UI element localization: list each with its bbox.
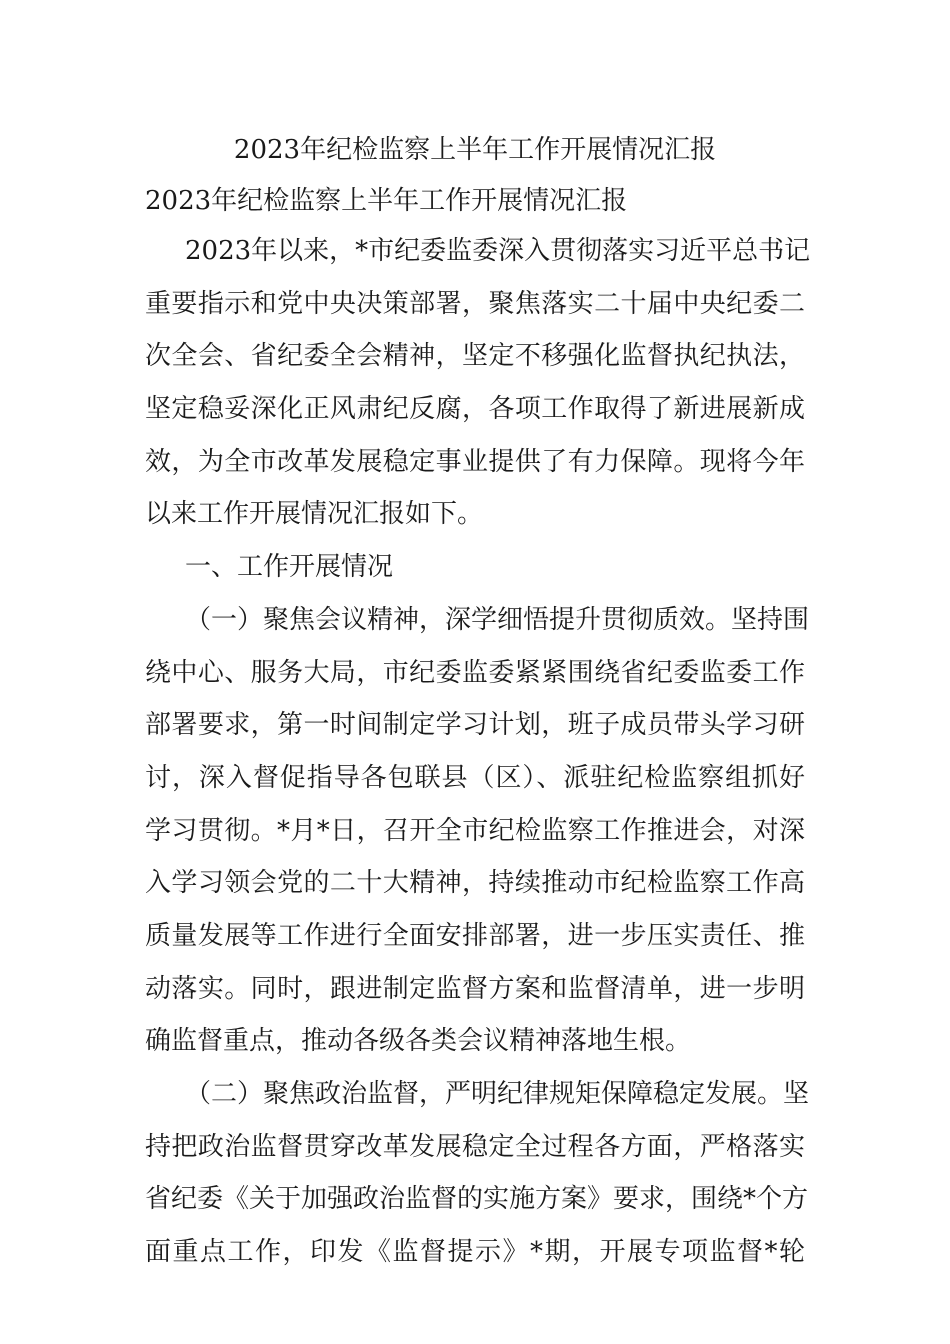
text-line-content: 讨，深入督促指导各包联县（区）、派驻纪检监察组抓好 xyxy=(145,762,805,793)
text-line xyxy=(145,1018,805,1071)
text-line-content: 一、工作开展情况 xyxy=(185,552,394,583)
text-line-content: 持把政治监督贯穿改革发展稳定全过程各方面，严格落实 xyxy=(145,1131,805,1162)
document-subtitle: 2023年纪检监察上半年工作开展情况汇报 xyxy=(145,186,628,216)
text-line-content: 重要指示和党中央决策部署，聚焦落实二十届中央纪委二 xyxy=(145,288,805,319)
text-line-content: 学习贯彻。*月*日，召开全市纪检监察工作推进会，对深 xyxy=(145,815,805,846)
text-line-content: 确监督重点，推动各级各类会议精神落地生根。 xyxy=(145,1026,692,1057)
text-line xyxy=(145,650,805,703)
text-line xyxy=(145,386,805,439)
text-line-content: 入学习领会党的二十大精神，持续推动市纪检监察工作高 xyxy=(145,868,805,899)
text-line xyxy=(145,281,805,334)
text-line-content: （一）聚焦会议精神，深学细悟提升贯彻质效。坚持围 xyxy=(185,604,810,635)
text-line xyxy=(145,1071,810,1124)
text-line xyxy=(145,702,805,755)
text-line xyxy=(145,597,810,650)
text-line xyxy=(145,491,805,544)
text-line xyxy=(145,860,805,913)
text-line-content: （二）聚焦政治监督，严明纪律规矩保障稳定发展。坚 xyxy=(185,1079,810,1109)
text-line-content: 面重点工作，印发《监督提示》*期，开展专项监督*轮 xyxy=(145,1237,805,1268)
text-line xyxy=(145,333,805,386)
document-title: 2023年纪检监察上半年工作开展情况汇报 xyxy=(233,135,717,165)
text-line-content: 质量发展等工作进行全面安排部署，进一步压实责任、推 xyxy=(145,920,805,951)
text-line xyxy=(145,1124,805,1177)
text-line xyxy=(145,808,805,861)
text-line-content: 以来工作开展情况汇报如下。 xyxy=(145,499,484,530)
text-line xyxy=(145,913,805,966)
text-line-content: 部署要求，第一时间制定学习计划，班子成员带头学习研 xyxy=(145,710,805,741)
text-line xyxy=(145,966,805,1019)
text-line-content: 绕中心、服务大局，市纪委监委紧紧围绕省纪委监委工作 xyxy=(145,657,805,688)
text-line xyxy=(145,1176,809,1229)
text-line xyxy=(145,439,805,492)
text-line xyxy=(145,544,805,597)
text-line-content: 动落实。同时，跟进制定监督方案和监督清单，进一步明 xyxy=(145,973,805,1004)
document-body xyxy=(145,228,811,1282)
text-line-content: 坚定稳妥深化正风肃纪反腐，各项工作取得了新进展新成 xyxy=(145,394,805,425)
text-line-content: 效，为全市改革发展稳定事业提供了有力保障。现将今年 xyxy=(145,446,805,477)
text-line-content: 2023年以来，*市纪委监委深入贯彻落实习近平总书记 xyxy=(185,236,811,266)
text-line-content: 次全会、省纪委全会精神，坚定不移强化监督执纪执法， xyxy=(145,341,805,372)
text-line xyxy=(145,228,811,281)
text-line-content: 省纪委《关于加强政治监督的实施方案》要求，围绕*个方 xyxy=(145,1184,809,1215)
text-line xyxy=(145,755,805,808)
text-line xyxy=(145,1229,805,1282)
